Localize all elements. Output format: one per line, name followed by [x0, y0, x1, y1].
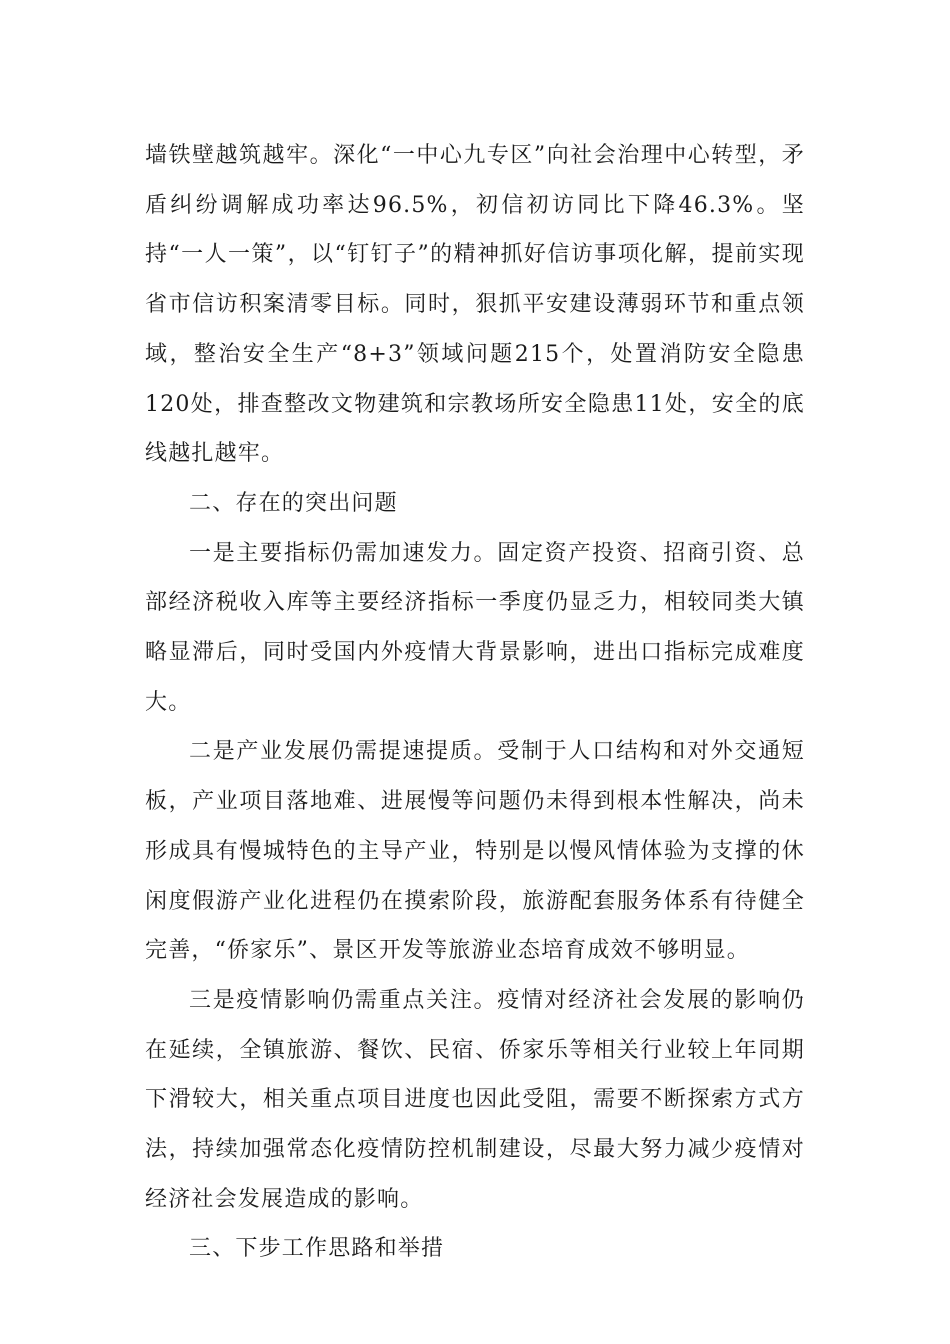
paragraph-indicators: 一是主要指标仍需加速发力。固定资产投资、招商引资、总部经济税收入库等主要经济指标一季度仍显乏力，相较同类大镇略显滞后，同时受国内外疫情大背景影响，进出口指标完成难度大。: [145, 540, 805, 715]
section-heading-problems: 二、存在的突出问题: [189, 490, 398, 516]
paragraph-epidemic: 三是疫情影响仍需重点关注。疫情对经济社会发展的影响仍在延续，全镇旅游、餐饮、民宿、侨家乐等相关行业较上年同期下滑较大，相关重点项目进度也因此受阻，需要不断探索方式方法，持续加强常态化疫情防控机制建设，尽最大努力减少疫情对经济社会发展造成的影响。: [145, 987, 805, 1212]
paragraph-continuation: 墙铁壁越筑越牢。深化“一中心九专区”向社会治理中心转型，矛盾纠纷调解成功率达96.5%，初信初访同比下降46.3%。坚持“一人一策”，以“钉钉子”的精神抓好信访事项化解，提前实现省市信访积案清零目标。同时，狠抓平安建设薄弱环节和重点领域，整治安全生产“8+3”领域问题215个，处置消防安全隐患120处，排查整改文物建筑和宗教场所安全隐患11处，安全的底线越扎越牢。: [145, 143, 805, 467]
document-body: [145, 131, 805, 1274]
section-heading-next-steps: 三、下步工作思路和举措: [189, 1236, 445, 1262]
paragraph-industry: 二是产业发展仍需提速提质。受制于人口结构和对外交通短板，产业项目落地难、进展慢等问题仍未得到根本性解决，尚未形成具有慢城特色的主导产业，特别是以慢风情体验为支撑的休闲度假游产业化进程仍在摸索阶段，旅游配套服务体系有待健全完善，“侨家乐”、景区开发等旅游业态培育成效不够明显。: [145, 739, 805, 964]
